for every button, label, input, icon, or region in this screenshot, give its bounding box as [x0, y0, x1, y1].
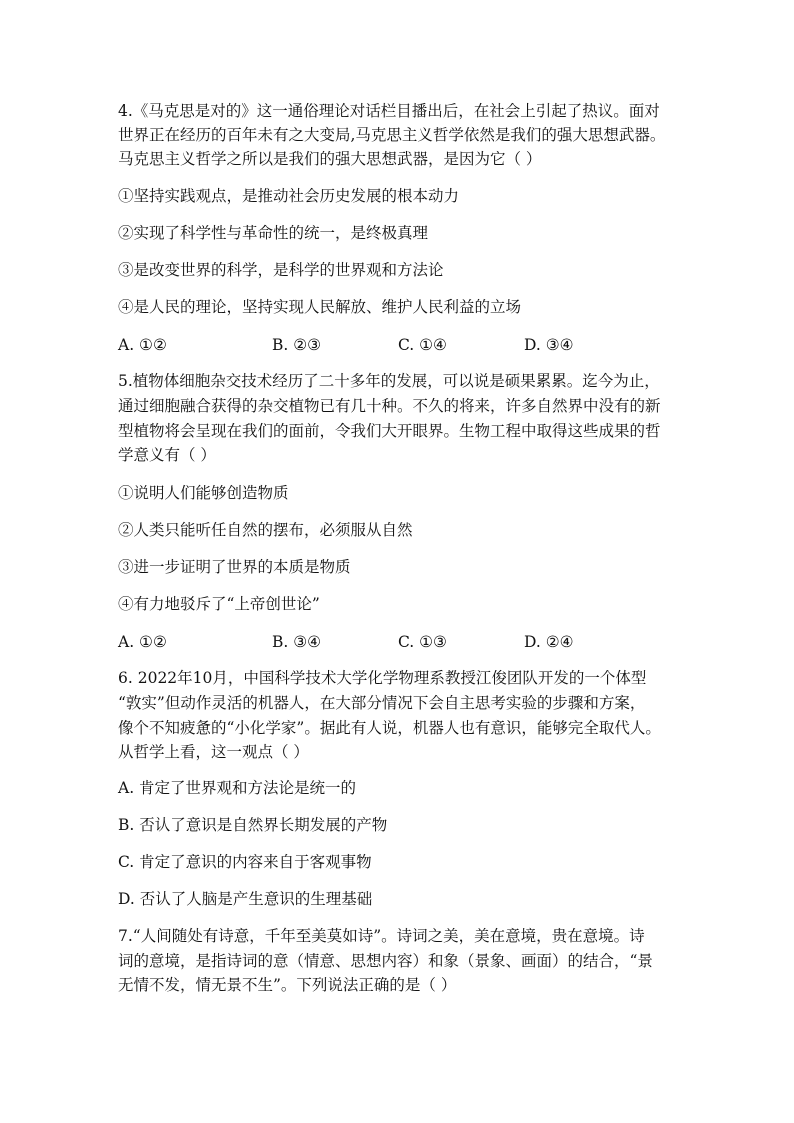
question-6-stem-line-4: 从哲学上看，这一观点（ ）	[118, 743, 309, 761]
question-4-stem-line-2: 世界正在经历的百年未有之大变局,马克思主义哲学依然是我们的强大思想武器。	[118, 126, 666, 144]
question-4-item-4: ④是人民的理论，坚持实现人民解放、维护人民利益的立场	[118, 298, 522, 316]
question-6-choice-d: D. 否认了人脑是产生意识的生理基础	[118, 890, 373, 908]
question-6-stem-line-1: 6. 2022年10月，中国科学技术大学化学物理系教授江俊团队开发的一个体型	[118, 669, 647, 687]
question-4-stem-line-1: 4.《马克思是对的》这一通俗理论对话栏目播出后，在社会上引起了热议。面对	[118, 102, 660, 120]
question-5-stem-line-1: 5.植物体细胞杂交技术经历了二十多年的发展，可以说是硕果累累。迄今为止，	[118, 372, 660, 390]
question-4-option-a: A. ①②	[118, 336, 167, 354]
question-6-stem-line-3: 像个不知疲惫的“小化学家”。据此有人说，机器人也有意识，能够完全取代人。	[118, 719, 661, 737]
question-4-stem-line-3: 马克思主义哲学之所以是我们的强大思想武器，是因为它（ ）	[118, 150, 542, 168]
question-6-choice-b: B. 否认了意识是自然界长期发展的产物	[118, 816, 388, 834]
question-7-stem-line-1: 7.“人间随处有诗意，千年至美莫如诗”。诗词之美，美在意境，贵在意境。诗	[118, 927, 645, 945]
question-4-option-b: B. ②③	[272, 336, 322, 354]
question-7-stem-line-3: 无情不发，情无景不生”。下列说法正确的是（ ）	[118, 976, 457, 994]
question-5-stem-line-3: 型植物将会呈现在我们的面前，令我们大开眼界。生物工程中取得这些成果的哲	[118, 422, 661, 440]
question-4-item-3: ③是改变世界的科学，是科学的世界观和方法论	[118, 261, 444, 279]
question-4-item-1: ①坚持实践观点，是推动社会历史发展的根本动力	[118, 187, 460, 205]
question-6-choice-c: C. 肯定了意识的内容来自于客观事物	[118, 853, 372, 871]
question-5-option-c: C. ①③	[398, 633, 447, 651]
question-4-option-c: C. ①④	[398, 336, 447, 354]
question-7-stem-line-2: 词的意境，是指诗词的意（情意、思想内容）和象（景象、画面）的结合，“景	[118, 952, 653, 970]
question-5-stem-line-2: 通过细胞融合获得的杂交植物已有几十种。不久的将来，许多自然界中没有的新	[118, 397, 661, 415]
question-5-stem-line-4: 学意义有（ ）	[118, 446, 216, 464]
question-6-stem-line-2: “敦实”但动作灵活的机器人，在大部分情况下会自主思考实验的步骤和方案，	[118, 694, 646, 712]
question-4-item-2: ②实现了科学性与革命性的统一，是终极真理	[118, 224, 429, 242]
question-5-option-a: A. ①②	[118, 633, 167, 651]
question-5-option-b: B. ③④	[272, 633, 322, 651]
question-5-item-1: ①说明人们能够创造物质	[118, 484, 289, 502]
question-5-item-3: ③进一步证明了世界的本质是物质	[118, 558, 351, 576]
question-4-option-d: D. ③④	[524, 336, 574, 354]
question-6-choice-a: A. 肯定了世界观和方法论是统一的	[118, 779, 357, 797]
question-5-item-4: ④有力地驳斥了“上帝创世论”	[118, 595, 320, 613]
question-5-option-d: D. ②④	[524, 633, 574, 651]
question-5-item-2: ②人类只能听任自然的摆布，必须服从自然	[118, 521, 413, 539]
